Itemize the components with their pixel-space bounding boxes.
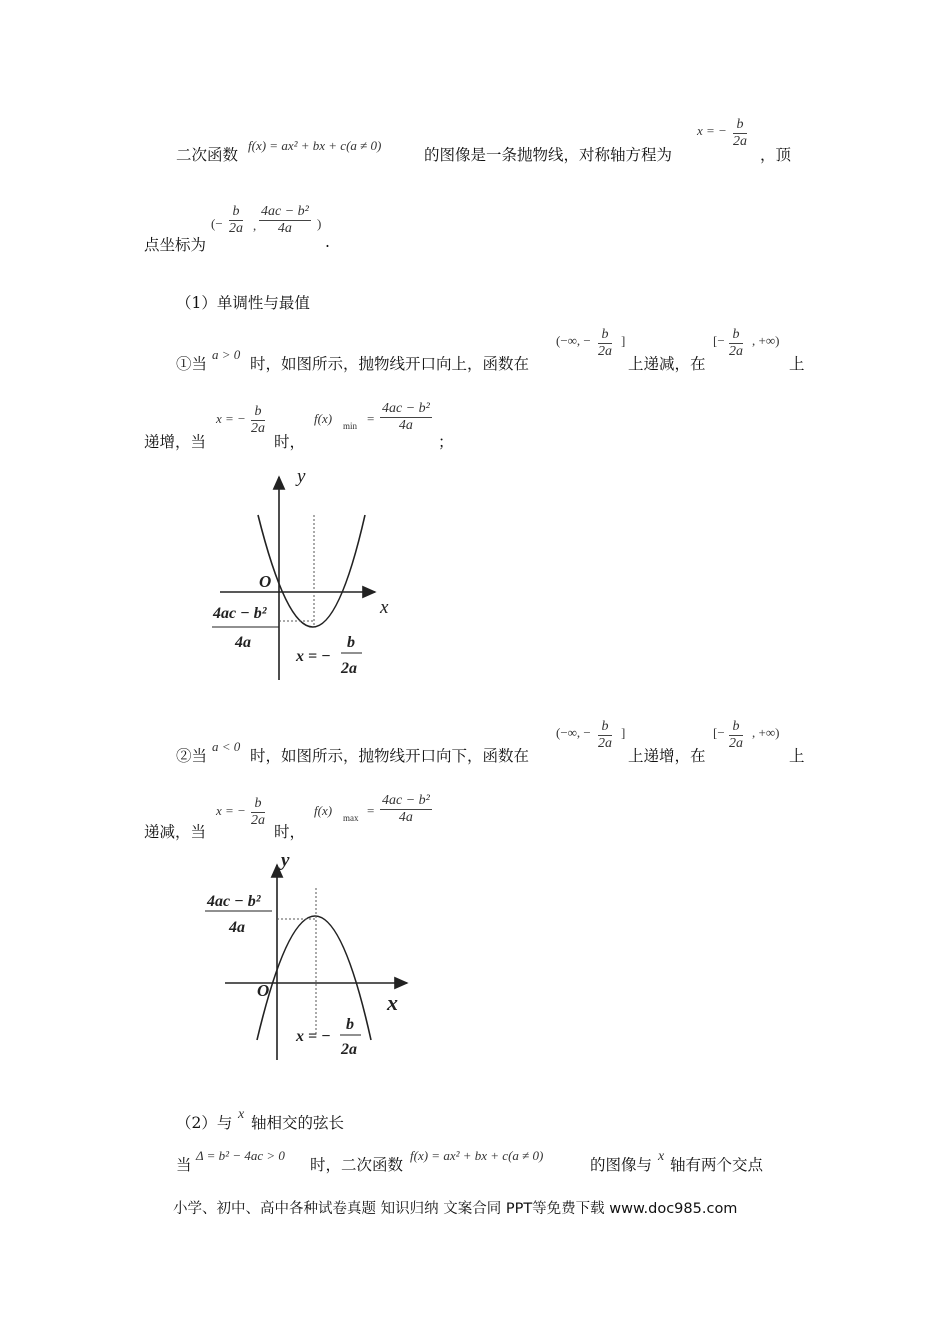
vertex-y-fraction [259, 204, 311, 237]
vertex-open: (− [211, 216, 223, 231]
graph-downward-parabola [195, 848, 420, 1073]
vertex-text-prefix: 点坐标为 [144, 236, 207, 254]
axis-fraction [733, 117, 747, 150]
case2-x-fraction [251, 796, 265, 829]
case2-interval2-open: [− [713, 725, 725, 740]
axis-label-num: b [346, 1016, 354, 1033]
case2-eq: = [367, 803, 375, 818]
case2-i1-num: b [598, 719, 612, 736]
case1-text2: 上递减，在 [628, 355, 706, 373]
case2-interval1-fraction [598, 719, 612, 752]
origin-label: O [257, 981, 270, 1000]
case2-interval1-open: (−∞, − [556, 725, 591, 740]
case2-text3: 上 [789, 747, 805, 765]
case2-marker: ②当 [176, 747, 208, 765]
case2-x-den: 2a [251, 813, 265, 829]
vertex-y-num: 4ac − b² [259, 204, 311, 221]
section2-var: x [658, 1149, 665, 1164]
y-axis-label: y [297, 466, 306, 487]
section2-func: f(x) = ax² + bx + c(a ≠ 0) [410, 1148, 544, 1163]
case1-condition: a > 0 [212, 347, 241, 362]
case1-i2-den: 2a [729, 344, 743, 360]
intro-text-end: ，顶 [760, 146, 792, 164]
origin-label: O [259, 572, 272, 591]
axis-label-lhs: x = − [296, 1028, 331, 1045]
case1-text3: 上 [789, 355, 805, 373]
case1-marker: ①当 [176, 355, 208, 373]
intro-text-prefix: 二次函数 [176, 146, 239, 164]
axis-label-den: 2a [341, 1041, 357, 1058]
parabola-curve [258, 515, 365, 627]
axis-equation-lhs: x = − [697, 123, 727, 138]
case1-end: ； [438, 433, 454, 451]
case2-x-num: b [251, 796, 265, 813]
case2-interval2-close: , +∞) [752, 725, 780, 740]
case1-f-den: 4a [398, 418, 413, 434]
section2-heading-var: x [238, 1107, 245, 1122]
footer-text: 小学、初中、高中各种试卷真题 知识归纳 文案合同 PPT等免费下载 www.doc985.com [173, 1201, 738, 1217]
case1-x-num: b [251, 404, 265, 421]
case2-f-fraction [380, 793, 432, 826]
case1-x-den: 2a [251, 421, 265, 437]
case1-f-sub: min [343, 421, 358, 431]
case1-line2-prefix: 递增，当 [144, 433, 207, 451]
vertex-text-end: . [325, 233, 330, 251]
case2-text2: 上递增，在 [628, 747, 706, 765]
axis-fraction-num: b [733, 117, 747, 134]
case2-f-den: 4a [398, 810, 413, 826]
vertex-comma: , [253, 218, 257, 233]
axis-fraction-den: 2a [733, 134, 747, 150]
case2-f-num: 4ac − b² [380, 793, 432, 810]
section2-mid2: 的图像与 [590, 1156, 653, 1174]
case2-interval2-fraction [729, 719, 743, 752]
function-definition: f(x) = ax² + bx + c(a ≠ 0) [248, 138, 382, 153]
discriminant: Δ = b² − 4ac > 0 [196, 1148, 285, 1163]
case1-i1-num: b [598, 327, 612, 344]
vertex-label-num: 4ac − b² [213, 605, 267, 622]
case1-text4: 时， [274, 433, 306, 451]
case2-f-sub: max [343, 813, 359, 823]
case1-interval2-close: , +∞) [752, 333, 780, 348]
axis-label-lhs: x = − [296, 648, 331, 665]
vertex-label-num: 4ac − b² [207, 893, 261, 910]
case1-x-eq: x = − [216, 411, 246, 426]
vertex-x-num: b [229, 204, 243, 221]
case1-interval1-fraction [598, 327, 612, 360]
case1-interval2-open: [− [713, 333, 725, 348]
section2-heading-pre: （2）与 [176, 1114, 233, 1132]
case1-interval1-close: ] [621, 333, 626, 348]
case2-x-eq: x = − [216, 803, 246, 818]
case1-interval2-fraction [729, 327, 743, 360]
case2-condition: a < 0 [212, 739, 241, 754]
case2-i1-den: 2a [598, 736, 612, 752]
case2-i2-den: 2a [729, 736, 743, 752]
section1-heading: （1）单调性与最值 [176, 294, 310, 312]
section2-mid: 时，二次函数 [310, 1156, 404, 1174]
case1-text1: 时，如图所示，抛物线开口向上，函数在 [250, 355, 530, 373]
vertex-y-den: 4a [277, 221, 292, 237]
vertex-close: ) [317, 216, 322, 231]
section2-heading-post: 轴相交的弦长 [251, 1114, 345, 1132]
case2-i2-num: b [729, 719, 743, 736]
case1-f-label: f(x) [314, 411, 333, 426]
case2-text4: 时， [274, 823, 306, 841]
case1-f-fraction [380, 401, 432, 434]
vertex-x-den: 2a [229, 221, 243, 237]
section2-end: 轴有两个交点 [670, 1156, 764, 1174]
intro-text-mid: 的图像是一条抛物线，对称轴方程为 [424, 146, 673, 164]
axis-label-den: 2a [341, 660, 357, 677]
case1-i1-den: 2a [598, 344, 612, 360]
case1-interval1-open: (−∞, − [556, 333, 591, 348]
vertex-x-fraction [229, 204, 243, 237]
case2-f-label: f(x) [314, 803, 333, 818]
x-axis-label: x [380, 597, 389, 618]
case2-text1: 时，如图所示，抛物线开口向下，函数在 [250, 747, 530, 765]
case2-interval1-close: ] [621, 725, 626, 740]
x-axis-label: x [387, 990, 398, 1015]
axis-label-num: b [347, 634, 355, 651]
case2-line2-prefix: 递减，当 [144, 823, 207, 841]
vertex-label-den: 4a [229, 919, 245, 936]
y-axis-label: y [281, 850, 290, 871]
graph-upward-parabola [200, 455, 410, 685]
case1-x-fraction [251, 404, 265, 437]
vertex-label-den: 4a [235, 634, 251, 651]
case1-f-num: 4ac − b² [380, 401, 432, 418]
case1-eq: = [367, 411, 375, 426]
section2-prefix: 当 [176, 1156, 192, 1174]
case1-i2-num: b [729, 327, 743, 344]
